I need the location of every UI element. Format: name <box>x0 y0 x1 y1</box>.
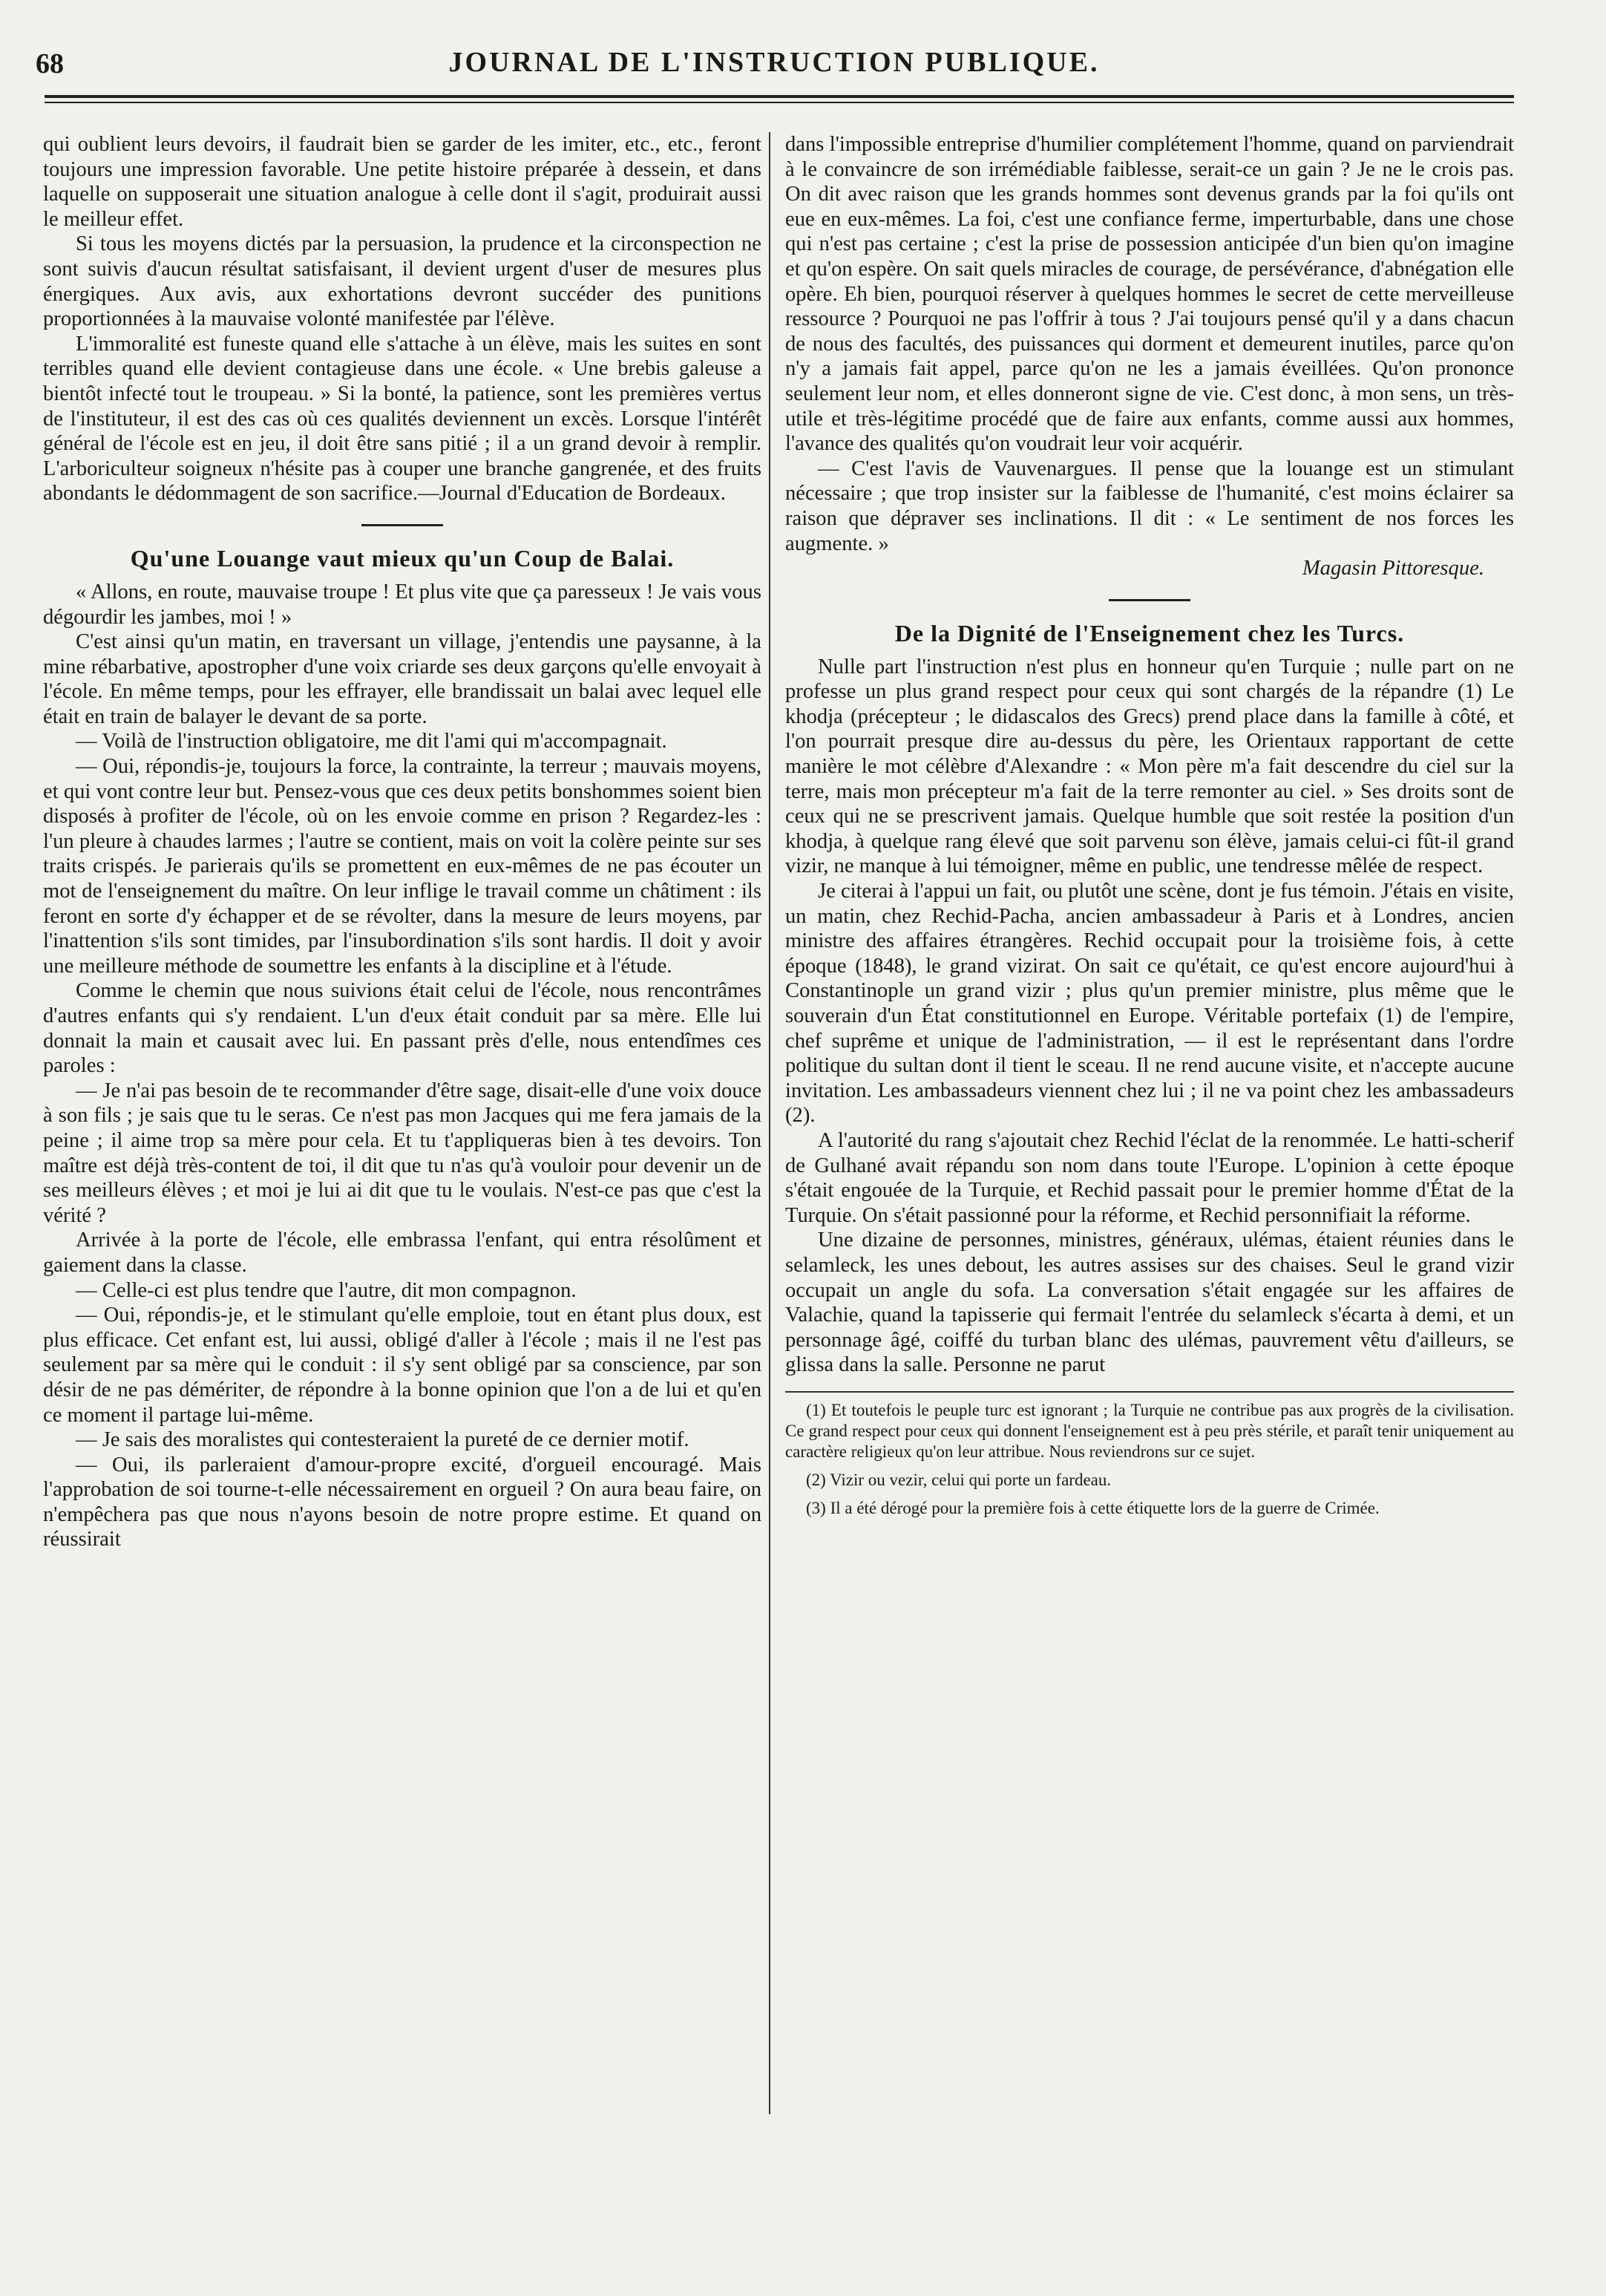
footnote: (3) Il a été dérogé pour la première fois à cette étiquette lors de la guerre de Crimée. <box>806 1498 1380 1517</box>
footnotes <box>785 1400 1514 1519</box>
paragraph: — Je sais des moralistes qui contesteraient la pureté de ce dernier motif. <box>76 1428 689 1452</box>
paragraph: dans l'impossible entreprise d'humilier complétement l'homme, quand on parviendrait à le convaincre de son irrémédiable faiblesse, serait-ce un gain ? Je ne le crois pas. On dit avec raison que les grands hommes sont devenus grands par la foi qu'ils ont eue en eux-mêmes. La foi, c'est une confiance ferme, imperturbable, dans une chose qui n'est pas certaine ; c'est la prise de possession anticipée d'un bien qu'on imagine et qu'on espère. On sait quels miracles de courage, de persévérance, d'abnégation elle opère. Eh bien, pourquoi réserver à quelques hommes le secret de cette merveilleuse ressource ? Pourquoi ne pas l'offrir à tous ? J'ai toujours pensé qu'il y a dans chacun de nous des facultés, des puissances qui dorment et demeurent inutiles, parce qu'on n'y a jamais fait appel, parce qu'on ne les a jamais éveillées. Qu'on prononce seulement leur nom, et elles donneront signe de vie. C'est donc, à mon sens, un très-utile et très-légitime procédé que de faire aux enfants, comme aussi aux hommes, l'avance des qualités qu'on voudrait leur voir acquérir. <box>785 133 1514 456</box>
article-title: De la Dignité de l'Enseignement chez les Turcs. <box>894 619 1405 647</box>
paragraph: Si tous les moyens dictés par la persuasion, la prudence et la circonspection ne sont suivis d'aucun résultat satisfaisant, il devient urgent d'user de mesures plus énergiques. Aux avis, aux exhortations devront succéder des punitions proportionnées à la mauvaise volonté manifestée par l'élève. <box>43 232 761 331</box>
header-rule-thick <box>45 95 1514 98</box>
paragraph: — Je n'ai pas besoin de te recommander d'être sage, disait-elle d'une voix douce à son fils ; je sais que tu le seras. Ce n'est pas mon Jacques qui me fera jamais de la peine ; il aime trop sa mère pour cela. Et tu t'appliqueras bien à tes devoirs. Ton maître est déjà très-content de toi, il dit que tu n'as qu'à vouloir pour devenir un de ses meilleurs élèves ; et moi je lui ai dit que tu le voulais. N'est-ce pas que c'est la vérité ? <box>43 1079 761 1227</box>
paragraph: Comme le chemin que nous suivions était celui de l'école, nous rencontrâmes d'autres enfants qui s'y rendaient. L'un d'eux était conduit par sa mère. Elle lui donnait la main et causait avec lui. En passant près d'elle, nous entendîmes ces paroles : <box>43 979 761 1078</box>
paragraph: — Oui, répondis-je, toujours la force, la contrainte, la terreur ; mauvais moyens, et qui vont contre leur but. Pensez-vous que ces deux petits bonshommes soient bien disposés à profiter de l'école, où on les envoie comme en prison ? Regardez-les : l'un pleure à chaudes larmes ; l'autre se contient, mais on voit la colère peinte sur ses traits crispés. Je parierais qu'ils se promettent en eux-mêmes de ne pas écouter un mot de l'enseignement du maître. On leur inflige le travail comme un châtiment : ils feront en sorte d'y échapper et de se révolter, dans la mesure de leurs moyens, par l'inattention s'ils sont timides, par l'insubordination s'ils sont hardis. Il doit y avoir une meilleure méthode de soumettre les enfants à la discipline et à l'étude. <box>43 755 761 978</box>
paragraph: Une dizaine de personnes, ministres, généraux, ulémas, étaient réunies dans le selamleck, les unes debout, les autres assises sur des chaises. Seul le grand vizir occupait un angle du sofa. La conversation s'était engagée sur les affaires de Valachie, quand la tapisserie qui fermait l'entrée du selamleck s'écarta à demi, et un personnage âgé, coiffé du turban blanc des ulémas, pauvrement vêtu d'ailleurs, se glissa dans la salle. Personne ne parut <box>785 1229 1514 1377</box>
paragraph: — C'est l'avis de Vauvenargues. Il pense que la louange est un stimulant nécessaire ; que trop insister sur la faiblesse de l'humanité, c'est moins éclairer sa raison que dépraver ses inclinations. Il dit : « Le sentiment de nos forces les augmente. » <box>785 457 1514 555</box>
paragraph: L'immoralité est funeste quand elle s'attache à un élève, mais les suites en sont terribles quand elle devient contagieuse dans une école. « Une brebis galeuse a bientôt infecté tout le troupeau. » Si la bonté, la patience, sont les premières vertus de l'instituteur, il est des cas où ces qualités deviennent un excès. Lorsque l'intérêt général de l'école est en jeu, il doit être sans pitié ; il a un grand devoir à remplir. L'arboriculteur soigneux n'hésite pas à couper une branche gangrenée, et des fruits abondants le dédommagent de son sacrifice.—Journal d'Education de Bordeaux. <box>43 332 761 506</box>
paragraph: Nulle part l'instruction n'est plus en honneur qu'en Turquie ; nulle part on ne professe un plus grand respect pour ceux qui sont chargés de la répandre (1) Le khodja (précepteur ; le didascalos des Grecs) prend place dans la famille à côté, et l'on pourrait presque dire au-dessus du père, les Orientaux rapportant de cette manière le mot célèbre d'Alexandre : « Mon père m'a fait descendre du ciel sur la terre, mais mon précepteur m'a fait de la terre remonter au ciel. » Ses droits sont de ceux qui ne se prescrivent jamais. Quelque humble que soit restée la position d'un khodja, à quelque rang élevé que soit parvenu son élève, jamais celui-ci fût-il grand vizir, ne manque à lui témoigner, même en public, une tendresse mêlée de respect. <box>785 655 1514 878</box>
column-divider <box>769 132 770 2114</box>
paragraph: — Oui, répondis-je, et le stimulant qu'elle emploie, tout en étant plus doux, est plus efficace. Cet enfant est, lui aussi, obligé d'aller à l'école ; mais il ne l'est pas seulement par sa mère qui le conduit : il s'y sent obligé par sa conscience, par son désir de ne pas démériter, de répondre à la bonne opinion que l'on a de lui et qu'en ce moment il partage lui-même. <box>43 1304 761 1427</box>
paragraph: — Oui, ils parleraient d'amour-propre excité, d'orgueil encouragé. Mais l'approbation de soi tourne-t-elle nécessairement en orgueil ? On aura beau faire, on n'empêchera pas que nous n'ayons besoin de notre propre estime. Et quand on réussirait <box>43 1453 761 1551</box>
paragraph: — Voilà de l'instruction obligatoire, me dit l'ami qui m'accompagnait. <box>76 730 667 753</box>
header-rule-thin <box>45 102 1514 103</box>
article-separator <box>1109 599 1190 601</box>
article-source: Magasin Pittoresque. <box>1302 557 1484 580</box>
paragraph: Je citerai à l'appui un fait, ou plutôt une scène, dont je fus témoin. J'étais en visite, un matin, chez Rechid-Pacha, ancien ambassadeur à Paris et à Londres, ancien ministre des affaires étrangères. Rechid occupait pour la troisième fois, à cette époque (1848), le grand vizirat. On sait ce qu'était, ce qu'est encore aujourd'hui à Constantinople un grand vizir ; plus qu'un premier ministre, plus même que le souverain d'un État constitutionnel en Europe. Véritable portefaix (1) de l'empire, chef suprême et unique de l'administration, — il est le représentant dans l'ordre politique du sultan dont il tient le sceau. Il ne rend aucune visite, et n'accepte aucune invitation. Les ambassadeurs viennent chez lui ; il ne va point chez les ambassadeurs (2). <box>785 880 1514 1128</box>
page-header <box>36 43 1512 88</box>
footnote: (2) Vizir ou vezir, celui qui porte un fardeau. <box>806 1470 1112 1489</box>
right-column <box>785 132 1514 1526</box>
article-title: Qu'une Louange vaut mieux qu'un Coup de Balai. <box>130 544 675 572</box>
paragraph: C'est ainsi qu'un matin, en traversant un village, j'entendis une paysanne, à la mine rébarbative, apostropher d'une voix criarde ses deux garçons qu'elle envoyait à l'école. En même temps, pour les effrayer, elle brandissait un balai avec lequel elle était en train de balayer le devant de sa porte. <box>43 630 761 728</box>
footnote-rule <box>785 1391 1514 1393</box>
paragraph: Arrivée à la porte de l'école, elle embrassa l'enfant, qui entra résolûment et gaiement dans la classe. <box>43 1229 761 1277</box>
article-separator <box>361 524 443 526</box>
paragraph: qui oublient leurs devoirs, il faudrait bien se garder de les imiter, etc., etc., feront toujours une impression favorable. Une petite histoire préparée à dessein, et dans laquelle on supposerait une situation analogue à celle dont il s'agit, produirait aussi le meilleur effet. <box>43 133 761 231</box>
paragraph: « Allons, en route, mauvaise troupe ! Et plus vite que ça paresseux ! Je vais vous dégourdir les jambes, moi ! » <box>43 580 761 629</box>
running-title: JOURNAL DE L'INSTRUCTION PUBLIQUE. <box>448 47 1100 78</box>
left-column <box>43 132 761 1552</box>
paragraph: A l'autorité du rang s'ajoutait chez Rechid l'éclat de la renommée. Le hatti-scherif de Gulhané avait répandu son nom dans toute l'Europe. L'opinion à cette époque s'était engouée de la Turquie, et Rechid passait pour le premier homme d'État de la Turquie. On s'était passionné pour la réforme, et Rechid personnifiait la réforme. <box>785 1128 1514 1227</box>
paragraph: — Celle-ci est plus tendre que l'autre, dit mon compagnon. <box>76 1278 577 1302</box>
page-number: 68 <box>36 48 64 79</box>
footnote: (1) Et toutefois le peuple turc est ignorant ; la Turquie ne contribue pas aux progrès de la civilisation. Ce grand respect pour ceux qui donnent l'enseignement est à peu près stérile, et paraît tenir uniquement au caractère religieux qu'on leur attribue. Nous reviendrons sur ce sujet. <box>785 1400 1514 1461</box>
